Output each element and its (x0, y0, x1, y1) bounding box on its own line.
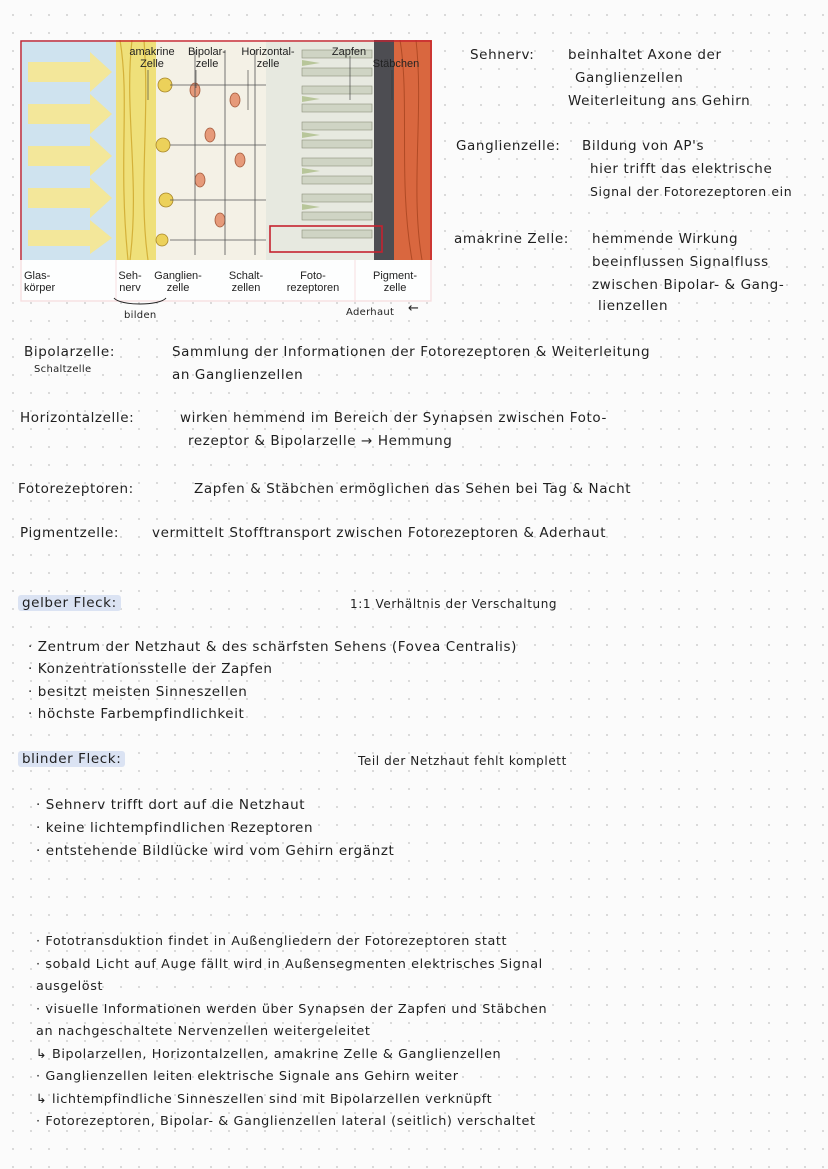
blinder-fleck-item-3-text: entstehende Bildlücke wird vom Gehirn ergänzt (45, 843, 395, 859)
label-glaskoerper (24, 270, 72, 294)
label-pigment-line2: zelle (383, 282, 407, 294)
note-ganglienzelle-line3: Signal der Fotorezeptoren ein (590, 184, 793, 199)
label-staebchen: Stäbchen (372, 58, 420, 70)
def-foto-line1: Zapfen & Stäbchen ermöglichen das Sehen bei Tag & Nacht (194, 481, 632, 497)
blinder-fleck-item-1: · Sehnerv trifft dort auf die Netzhaut (36, 797, 306, 813)
gelber-fleck-title-text: gelber Fleck: (18, 595, 121, 611)
label-amakrine (120, 46, 184, 70)
def-pigment-line1: vermittelt Stofftransport zwischen Fotorezeptoren & Aderhaut (152, 525, 607, 541)
note-sehnerv-line1: beinhaltet Axone der (568, 47, 722, 63)
label-horizontal-line2: zelle (256, 58, 280, 70)
note-amakrine-line3: zwischen Bipolar- & Gang- (592, 277, 785, 293)
summary-line-6: ↳ Bipolarzellen, Horizontalzellen, amakrine Zelle & Ganglienzellen (36, 1046, 502, 1062)
label-foto-line2: rezeptoren (286, 282, 340, 294)
summary-line-2: · sobald Licht auf Auge fällt wird in Außensegmenten elektrisches Signal (36, 956, 543, 972)
gelber-fleck-item-3: · besitzt meisten Sinneszellen (28, 684, 248, 700)
label-ganglien-line1: Ganglien- (154, 270, 202, 282)
def-bipolar-line1: Sammlung der Informationen der Fotorezeptoren & Weiterleitung (172, 344, 651, 360)
label-bipolar-line2: zelle (195, 58, 219, 70)
annotation-bilden: bilden (124, 310, 157, 321)
label-amakrine-line1: amakrine (129, 46, 175, 58)
summary-line-1: · Fototransduktion findet in Außengliedern der Fotorezeptoren statt (36, 934, 508, 949)
label-sehnerv-line1: Seh- (118, 270, 142, 282)
label-sehnerv (112, 270, 148, 294)
blinder-fleck-note: Teil der Netzhaut fehlt komplett (358, 754, 567, 768)
gelber-fleck-item-4-text: höchste Farbempfindlichkeit (37, 706, 245, 722)
nerve-fibre-layer (116, 40, 156, 260)
summary-line-8: ↳ lichtempfindliche Sinneszellen sind mit Bipolarzellen verknüpft (36, 1091, 493, 1107)
neuron-layer (156, 40, 266, 260)
label-schaltzellen (224, 270, 268, 294)
label-pigmentzelle (364, 270, 426, 294)
summary-line-3: ausgelöst (36, 979, 104, 994)
gelber-fleck-item-3-text: besitzt meisten Sinneszellen (37, 684, 248, 700)
gelber-fleck-item-1: · Zentrum der Netzhaut & des schärfsten Sehens (Fovea Centralis) (28, 639, 517, 655)
summary-line-7: · Ganglienzellen leiten elektrische Signale ans Gehirn weiter (36, 1069, 459, 1084)
note-ganglienzelle-line2: hier trifft das elektrische (590, 161, 773, 177)
note-amakrine-term: amakrine Zelle: (454, 231, 569, 247)
label-fotorezeptoren (278, 270, 348, 294)
gelber-fleck-note: 1:1 Verhältnis der Verschaltung (350, 597, 558, 611)
note-sehnerv-line3: Weiterleitung ans Gehirn (568, 93, 751, 109)
label-sehnerv-line2: nerv (119, 282, 141, 294)
pigment-dark-layer (374, 40, 394, 260)
arrow-left-icon: ← (408, 301, 420, 316)
choroid-layer (394, 40, 432, 260)
blinder-fleck-title-text: blinder Fleck: (18, 751, 125, 767)
label-horizontal-line1: Horizontal- (241, 46, 295, 58)
label-glas-line1: Glas- (24, 270, 51, 282)
def-horizontal-term: Horizontalzelle: (20, 410, 135, 426)
summary-block (36, 934, 816, 1137)
gelber-fleck-title (18, 596, 121, 612)
def-bipolar-sub: Schaltzelle (34, 364, 92, 375)
gelber-fleck-item-4: · höchste Farbempfindlichkeit (28, 706, 245, 722)
label-glas-line2: körper (24, 282, 56, 294)
blinder-fleck-item-1-text: Sehnerv trifft dort auf die Netzhaut (45, 797, 306, 813)
note-ganglienzelle-line1: Bildung von AP's (582, 138, 705, 154)
blinder-fleck-item-2-text: keine lichtempfindlichen Rezeptoren (45, 820, 314, 836)
summary-line-9: · Fotorezeptoren, Bipolar- & Ganglienzellen lateral (seitlich) verschaltet (36, 1114, 536, 1129)
bilden-bracket (110, 296, 170, 310)
summary-line-5: an nachgeschaltete Nervenzellen weitergeleitet (36, 1024, 371, 1039)
label-amakrine-line2: Zelle (140, 58, 164, 70)
label-pigment-line1: Pigment- (372, 270, 418, 282)
label-bipolar (180, 46, 234, 70)
def-horizontal-line2: rezeptor & Bipolarzelle → Hemmung (188, 433, 453, 449)
label-bipolar-line1: Bipolar- (188, 46, 226, 58)
retina-illustration (20, 40, 432, 302)
annotation-aderhaut: Aderhaut (346, 307, 395, 318)
note-sehnerv-line2: Ganglienzellen (575, 70, 684, 86)
note-ganglienzelle-term: Ganglienzelle: (456, 138, 561, 154)
def-horizontal-line1: wirken hemmend im Bereich der Synapsen zwischen Foto- (180, 410, 607, 426)
summary-line-4: · visuelle Informationen werden über Synapsen der Zapfen und Stäbchen (36, 1001, 548, 1017)
def-bipolar-term: Bipolarzelle: (24, 344, 115, 360)
def-bipolar-line2: an Ganglienzellen (172, 367, 304, 383)
gelber-fleck-item-1-text: Zentrum der Netzhaut & des schärfsten Sehens (Fovea Centralis) (37, 639, 517, 655)
gelber-fleck-item-2-text: Konzentrationsstelle der Zapfen (37, 661, 273, 677)
label-ganglien-line2: zelle (166, 282, 190, 294)
label-ganglienzelle (148, 270, 208, 294)
label-schalt-line1: Schalt- (228, 270, 264, 282)
blinder-fleck-item-2: · keine lichtempfindlichen Rezeptoren (36, 820, 314, 836)
note-amakrine-line1: hemmende Wirkung (592, 231, 739, 247)
retina-diagram (20, 40, 432, 302)
gelber-fleck-item-2: · Konzentrationsstelle der Zapfen (28, 661, 273, 677)
note-amakrine-line4: lienzellen (598, 298, 669, 314)
note-sehnerv-term: Sehnerv: (470, 47, 535, 63)
blinder-fleck-title (18, 752, 125, 768)
blinder-fleck-item-3: · entstehende Bildlücke wird vom Gehirn ergänzt (36, 843, 395, 859)
def-foto-term: Fotorezeptoren: (18, 481, 134, 497)
note-amakrine-line2: beeinflussen Signalfluss (592, 254, 769, 270)
def-pigment-term: Pigmentzelle: (20, 525, 120, 541)
label-schalt-line2: zellen (231, 282, 261, 294)
label-zapfen: Zapfen (331, 46, 367, 58)
label-horizontal (234, 46, 302, 70)
label-foto-line1: Foto- (300, 270, 326, 282)
